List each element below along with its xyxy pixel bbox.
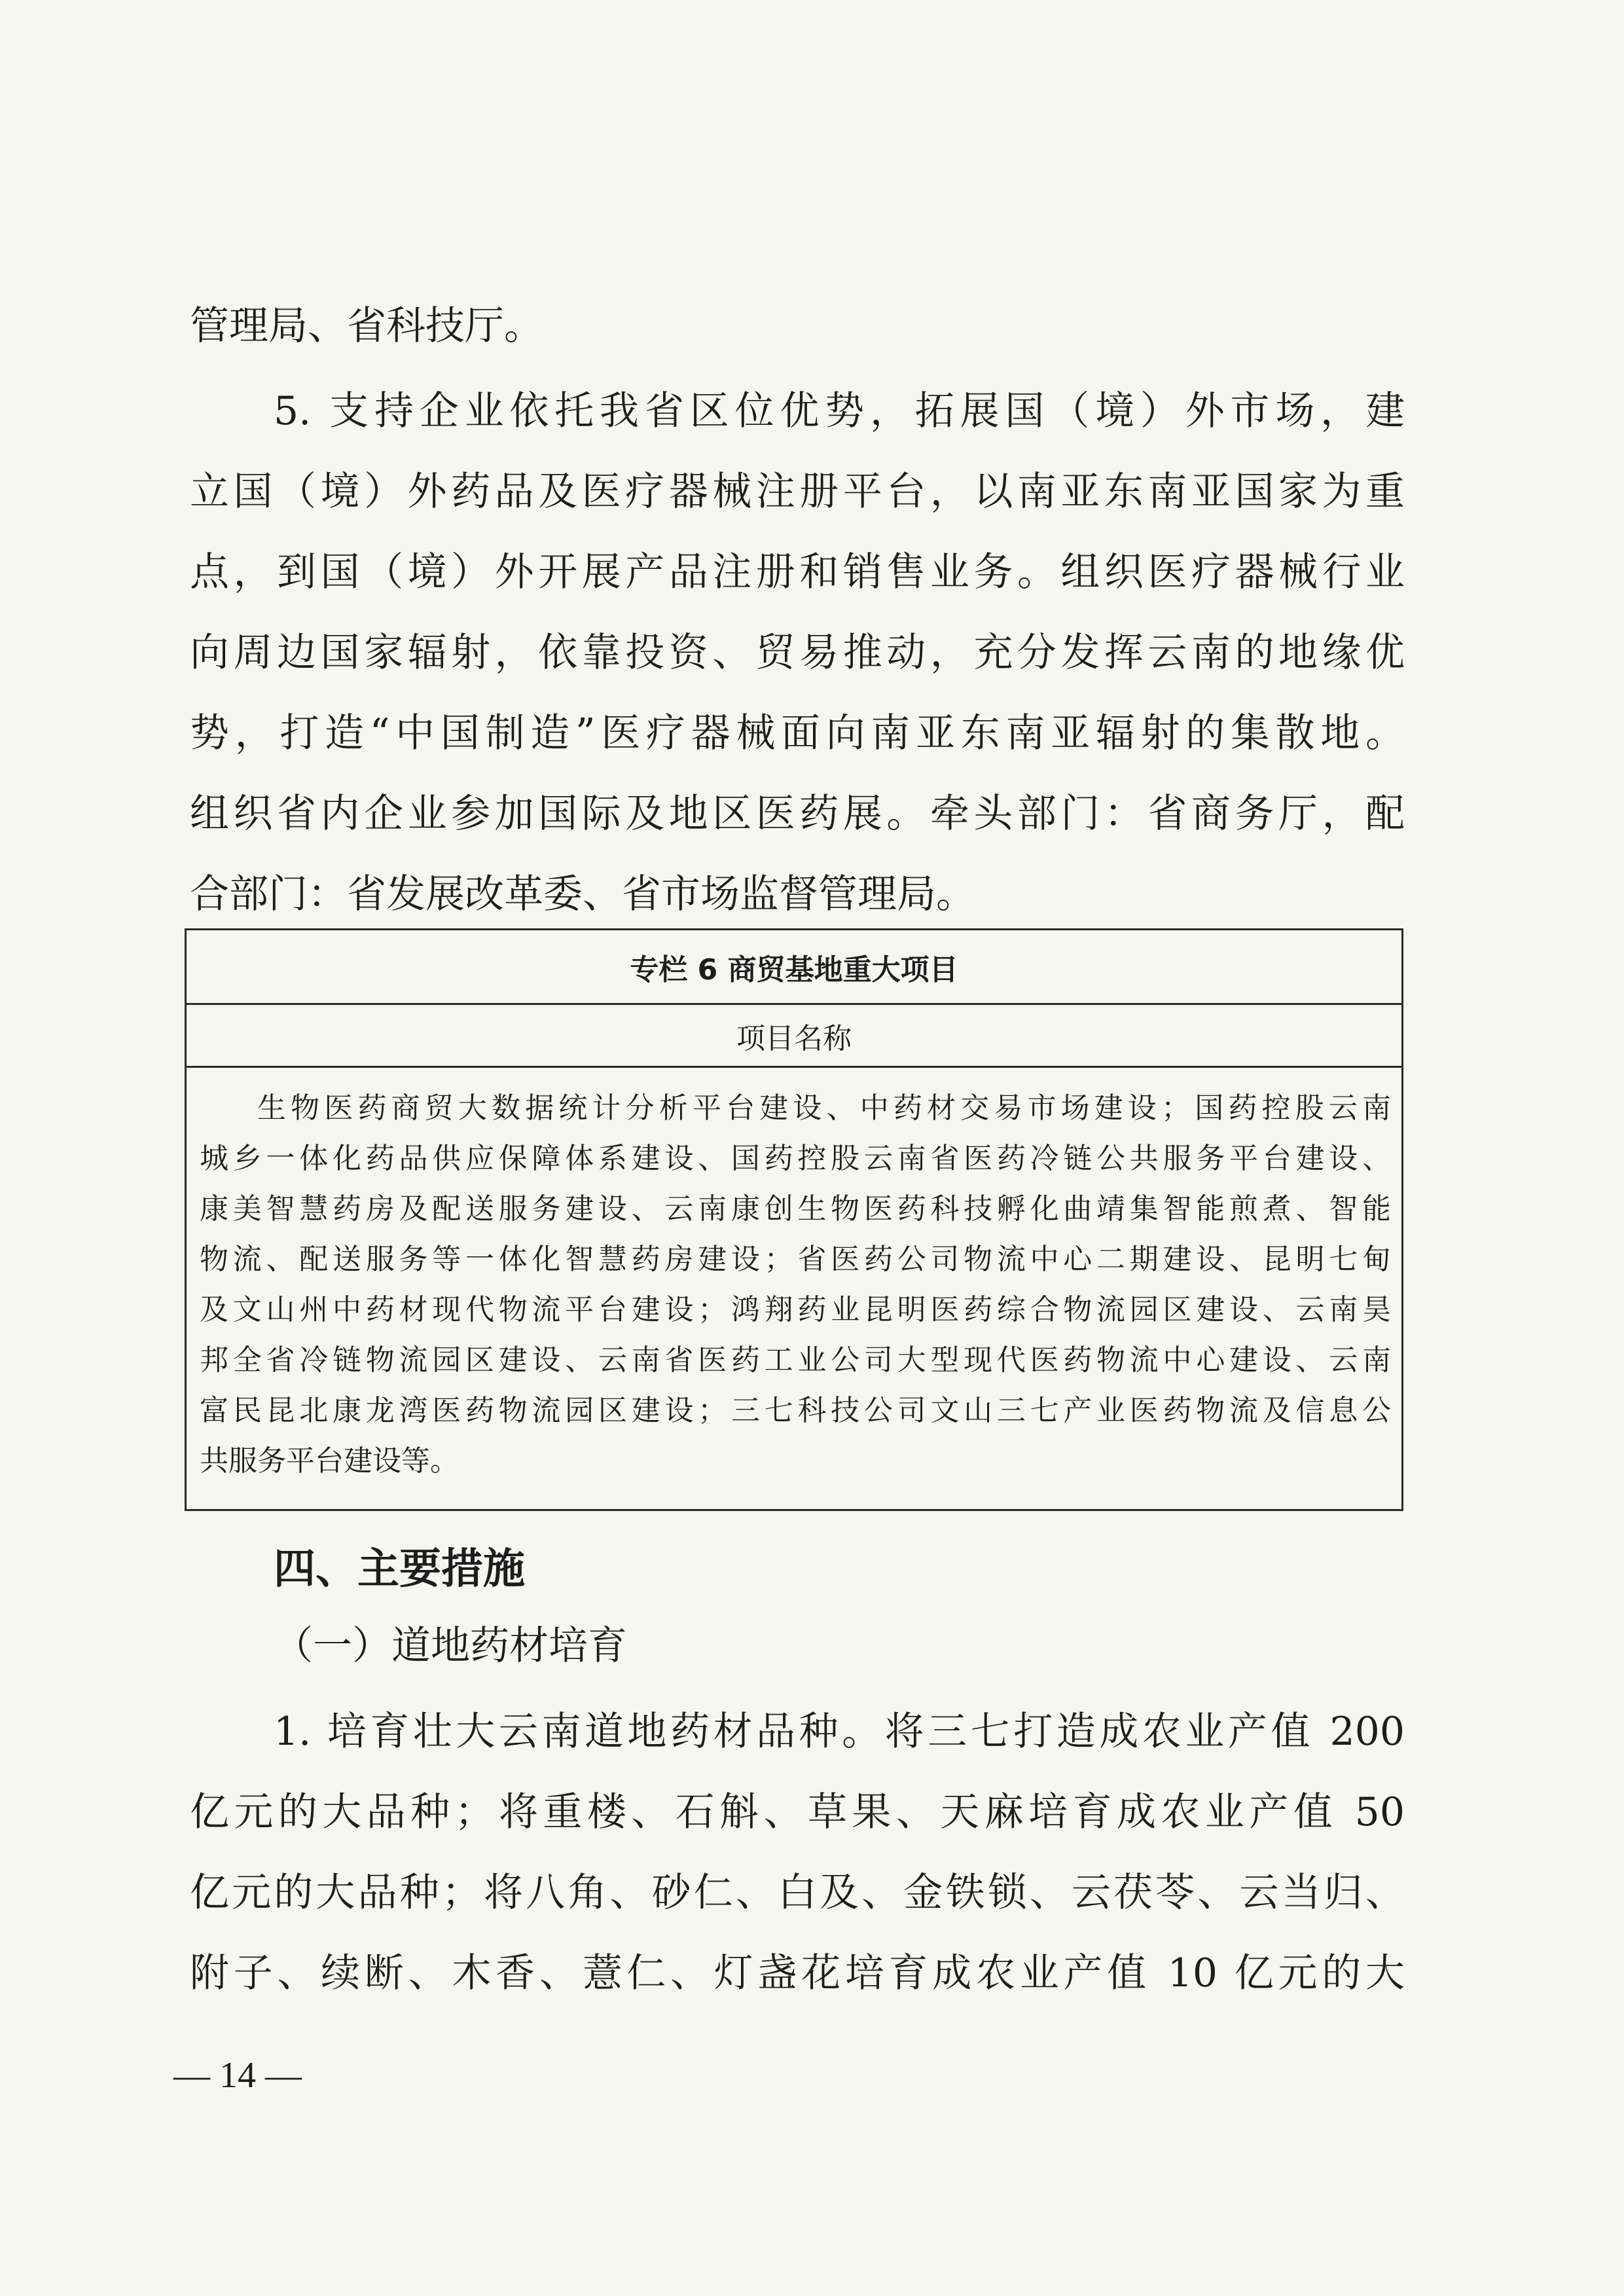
box-text-line: 城乡一体化药品供应保障体系建设、国药控股云南省医药冷链公共服务平台建设、 <box>200 1142 1391 1175</box>
text-line: 点，到国（境）外开展产品注册和销售业务。组织医疗器械行业 <box>190 549 1405 595</box>
text-line: 亿元的大品种；将八角、砂仁、白及、金铁锁、云茯苓、云当归、 <box>190 1870 1405 1916</box>
text-line: 合部门：省发展改革委、省市场监督管理局。 <box>190 871 975 917</box>
box-text-line: 邦全省冷链物流园区建设、云南省医药工业公司大型现代医药物流中心建设、云南 <box>200 1343 1391 1377</box>
box-text-line: 共服务平台建设等。 <box>200 1444 459 1478</box>
text-line: 附子、续断、木香、薏仁、灯盏花培育成农业产值 10 亿元的大 <box>190 1950 1405 1996</box>
box-text-line: 生物医药商贸大数据统计分析平台建设、中药材交易市场建设；国药控股云南 <box>257 1091 1391 1125</box>
page-number: — 14 — <box>173 2055 302 2096</box>
text-line: 亿元的大品种；将重楼、石斛、草果、天麻培育成农业产值 50 <box>190 1789 1405 1835</box>
text-line: 立国（境）外药品及医疗器械注册平台，以南亚东南亚国家为重 <box>190 469 1405 515</box>
box-text-line: 物流、配送服务等一体化智慧药房建设；省医药公司物流中心二期建设、昆明七甸 <box>200 1243 1391 1276</box>
text-line: 1. 培育壮大云南道地药材品种。将三七打造成农业产值 200 <box>274 1709 1405 1755</box>
text-line: 势，打造“中国制造”医疗器械面向南亚东南亚辐射的集散地。 <box>190 710 1405 756</box>
box-column-header: 项目名称 <box>187 1005 1401 1068</box>
section-heading: 四、主要措施 <box>274 1545 525 1594</box>
sub-heading: （一）道地药材培育 <box>274 1623 627 1669</box>
text-line: 5. 支持企业依托我省区位优势，拓展国（境）外市场，建 <box>274 388 1405 434</box>
box-text-line: 康美智慧药房及配送服务建设、云南康创生物医药科技孵化曲靖集智能煎煮、智能 <box>200 1192 1391 1226</box>
text-line: 管理局、省科技厅。 <box>190 303 543 349</box>
text-line: 向周边国家辐射，依靠投资、贸易推动，充分发挥云南的地缘优 <box>190 630 1405 676</box>
text-line: 组织省内企业参加国际及地区医药展。牵头部门：省商务厅，配 <box>190 791 1405 837</box>
project-column-box <box>185 928 1403 1511</box>
box-text-line: 及文山州中药材现代物流平台建设；鸿翔药业昆明医药综合物流园区建设、云南昊 <box>200 1293 1391 1326</box>
box-title: 专栏 6 商贸基地重大项目 <box>187 930 1401 1005</box>
box-text-line: 富民昆北康龙湾医药物流园区建设；三七科技公司文山三七产业医药物流及信息公 <box>200 1394 1391 1427</box>
